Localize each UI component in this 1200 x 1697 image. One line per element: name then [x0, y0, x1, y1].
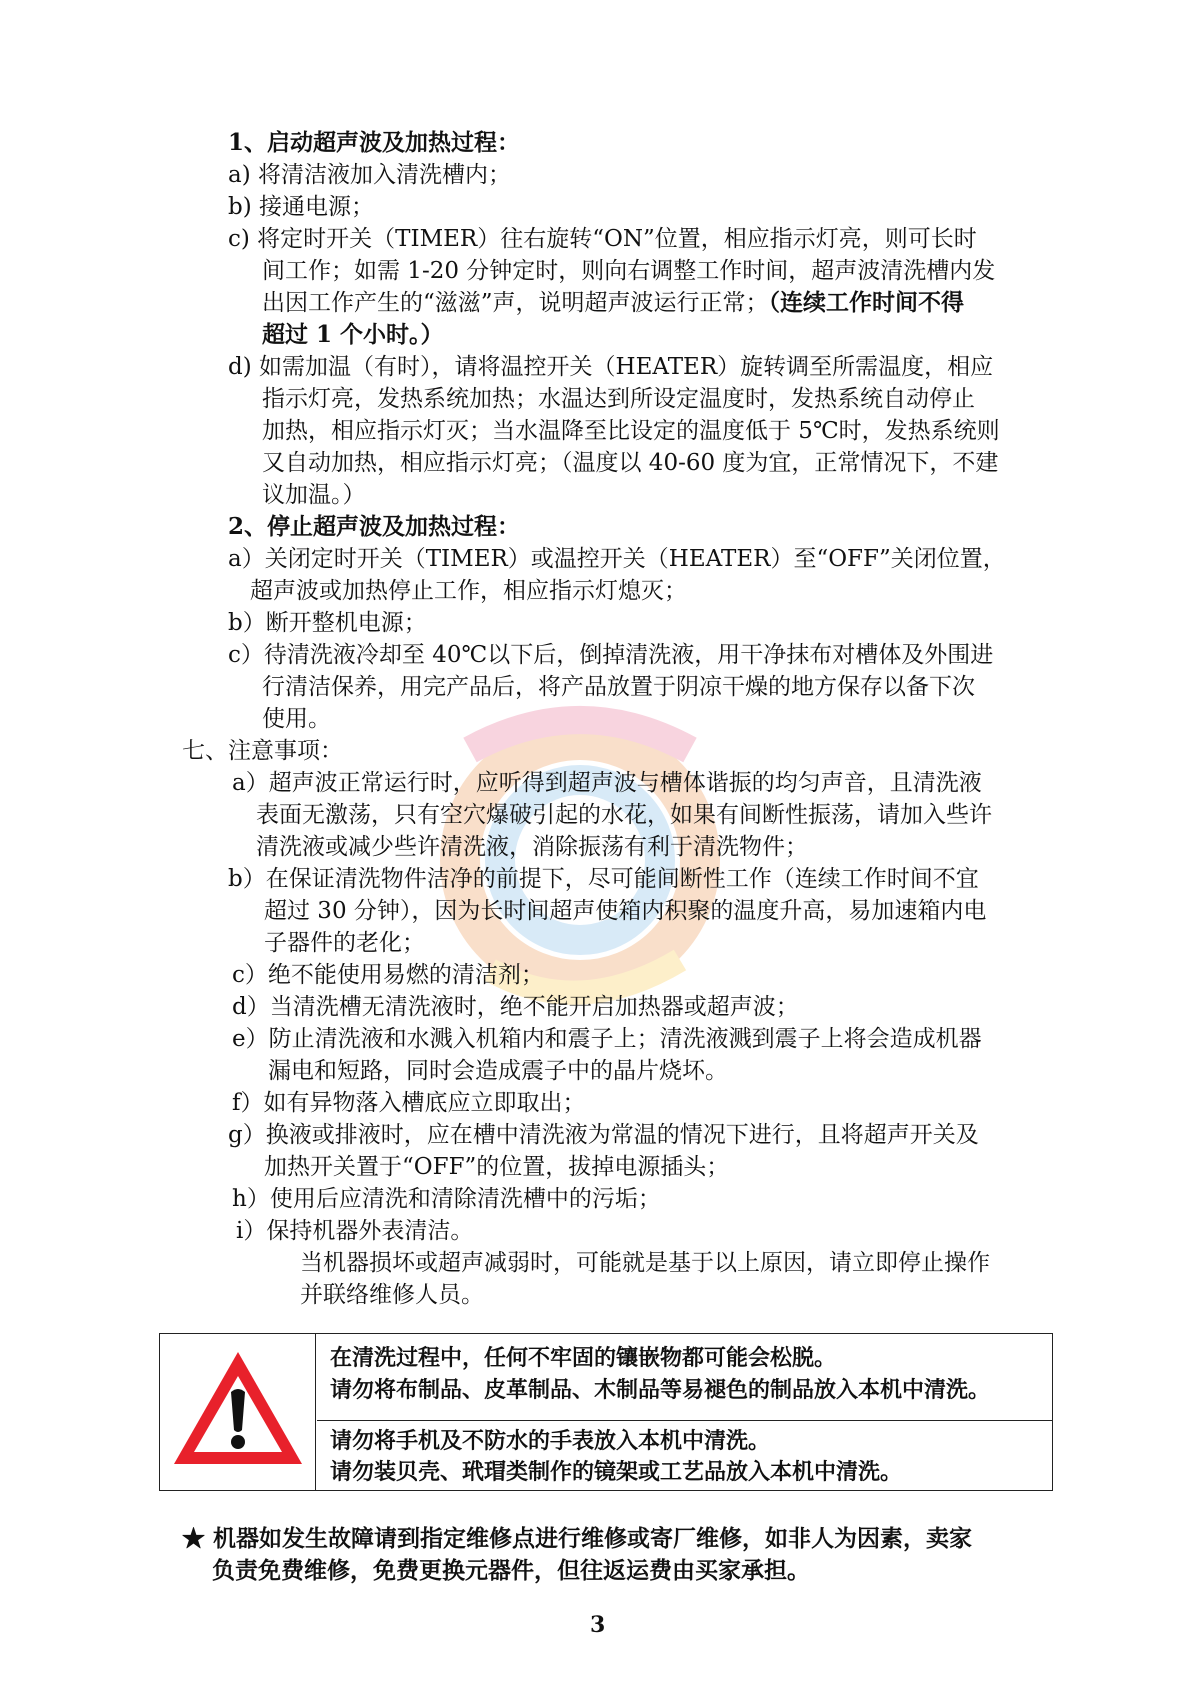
closing-note: 当机器损坏或超声减弱时，可能就是基于以上原因，请立即停止操作	[300, 1250, 990, 1276]
list-item-continuation: 清洗液或减少些许清洗液，消除振荡有利于清洗物件；	[256, 834, 808, 860]
list-item: a) 将清洁液加入清洗槽内；	[228, 162, 511, 188]
list-item: b）在保证清洗物件洁净的前提下，尽可能间断性工作（连续工作时间不宜	[228, 866, 979, 892]
section-stop-heading: 2、停止超声波及加热过程：	[228, 513, 521, 540]
list-item: e）防止清洗液和水溅入机箱内和震子上；清洗液溅到震子上将会造成机器	[232, 1026, 982, 1052]
list-item: d）当清洗槽无清洗液时，绝不能开启加热器或超声波；	[232, 994, 799, 1020]
list-item: a）关闭定时开关（TIMER）或温控开关（HEATER）至“OFF”关闭位置，	[228, 546, 1006, 572]
list-item-continuation: 使用。	[262, 706, 331, 732]
warning-text: 请勿装贝壳、玳瑁类制作的镜架或工艺品放入本机中清洗。	[330, 1459, 903, 1485]
closing-note: 并联络维修人员。	[300, 1282, 484, 1308]
list-item: c）绝不能使用易燃的清洁剂；	[232, 962, 544, 988]
list-item: b) 接通电源；	[228, 194, 375, 220]
list-item-continuation: 表面无激荡，只有空穴爆破引起的水花，如果有间断性振荡，请加入些许	[256, 802, 992, 828]
list-item: h）使用后应清洗和清除清洗槽中的污垢；	[232, 1186, 661, 1212]
list-item-continuation: 超过 1 个小时。）	[262, 321, 444, 348]
warning-box	[159, 1333, 1053, 1491]
list-item-continuation: 间工作；如需 1-20 分钟定时，则向右调整工作时间，超声波清洗槽内发	[262, 258, 996, 284]
list-item: c）待清洗液冷却至 40℃以下后，倒掉清洗液，用干净抹布对槽体及外围进	[228, 642, 994, 668]
list-item: i）保持机器外表清洁。	[236, 1218, 474, 1244]
list-item-continuation: 加热，相应指示灯灭；当水温降至比设定的温度低于 5℃时，发热系统则	[262, 418, 1000, 444]
warning-text: 请勿将手机及不防水的手表放入本机中清洗。	[330, 1428, 771, 1454]
list-item: a）超声波正常运行时，应听得到超声波与槽体谐振的均匀声音，且清洗液	[232, 770, 982, 796]
list-item-continuation: 超声波或加热停止工作，相应指示灯熄灭；	[250, 578, 687, 604]
list-item-continuation: 超过 30 分钟），因为长时间超声使箱内积聚的温度升高，易加速箱内电	[264, 898, 987, 924]
list-item-continuation: 加热开关置于“OFF”的位置，拔掉电源插头；	[264, 1154, 730, 1180]
page-number: 3	[590, 1612, 606, 1638]
footer-note: ★ 机器如发生故障请到指定维修点进行维修或寄厂维修，如非人为因素，卖家	[182, 1525, 973, 1552]
warning-text: 请勿将布制品、皮革制品、木制品等易褪色的制品放入本机中清洗。	[330, 1377, 991, 1403]
section-start-heading: 1、启动超声波及加热过程：	[228, 129, 521, 156]
list-item-continuation: 指示灯亮，发热系统加热；水温达到所设定温度时，发热系统自动停止	[262, 386, 975, 412]
list-item: g）换液或排液时，应在槽中清洗液为常温的情况下进行，且将超声开关及	[228, 1122, 979, 1148]
list-item: d) 如需加温（有时），请将温控开关（HEATER）旋转调至所需温度，相应	[228, 354, 994, 380]
warning-triangle-icon	[160, 1334, 316, 1489]
list-item: f）如有异物落入槽底应立即取出；	[232, 1090, 586, 1116]
footer-note-continuation: 负责免费维修，免费更换元器件，但往返运费由买家承担。	[212, 1557, 810, 1584]
warning-text: 在清洗过程中，任何不牢固的镶嵌物都可能会松脱。	[330, 1345, 837, 1371]
warning-icon-cell	[160, 1334, 316, 1490]
list-item-continuation: 出因工作产生的“滋滋”声，说明超声波运行正常；（连续工作时间不得	[262, 289, 965, 316]
section-notes-heading: 七、注意事项：	[182, 738, 343, 764]
star-icon: ★	[182, 1525, 205, 1552]
list-item-continuation: 议加温。）	[262, 482, 366, 508]
list-item: c) 将定时开关（TIMER）往右旋转“ON”位置，相应指示灯亮，则可长时	[228, 226, 977, 252]
list-item: b）断开整机电源；	[228, 610, 427, 636]
list-item-continuation: 行清洁保养，用完产品后，将产品放置于阴凉干燥的地方保存以备下次	[262, 674, 975, 700]
list-item-continuation: 又自动加热，相应指示灯亮；（温度以 40-60 度为宜，正常情况下，不建	[262, 450, 999, 476]
list-item-continuation: 子器件的老化；	[264, 930, 425, 956]
list-item-continuation: 漏电和短路，同时会造成震子中的晶片烧坏。	[268, 1058, 728, 1084]
